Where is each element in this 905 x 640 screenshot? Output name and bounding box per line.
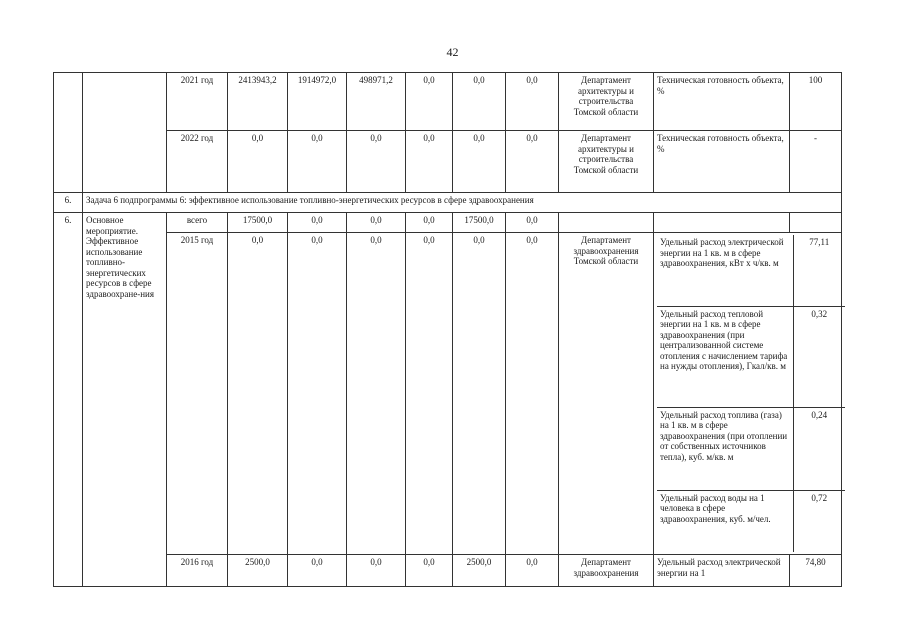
indicator-value: 0,24 [793, 407, 845, 490]
value-cell: 0,0 [506, 131, 559, 193]
indicator-cell [654, 213, 790, 233]
name-cell [83, 73, 167, 193]
indicator-row [657, 490, 845, 552]
task-row [54, 193, 842, 213]
value-cell: 0,0 [228, 131, 288, 193]
value-cell: 0,0 [347, 233, 406, 555]
executor-cell: Департамент архитектуры и строительства Томской области [559, 131, 654, 193]
value-cell: 17500,0 [228, 213, 288, 233]
value-cell: 498971,2 [347, 73, 406, 131]
task-text: Задача 6 подпрограммы 6: эффективное использование топливно-энергетических ресурсов в сфере здравоохранения [83, 193, 842, 213]
value-cell: 0,0 [406, 555, 453, 587]
value-cell: 0,0 [347, 213, 406, 233]
indicator-cell: Техническая готовность объекта, % [654, 73, 790, 131]
indicator-cell: Техническая готовность объекта, % [654, 131, 790, 193]
indicator-row [657, 407, 845, 490]
indicator-value: 0,32 [793, 306, 845, 407]
indicator-value-cell [790, 213, 842, 233]
year-cell: 2016 год [167, 555, 228, 587]
executor-cell: Департамент архитектуры и строительства Томской области [559, 73, 654, 131]
value-cell: 0,0 [347, 555, 406, 587]
page-number: 42 [446, 45, 459, 59]
year-cell: всего [167, 213, 228, 233]
indicators-cell [654, 233, 842, 555]
value-cell: 0,0 [453, 233, 506, 555]
year-cell: 2015 год [167, 233, 228, 555]
num-cell [54, 73, 83, 193]
value-cell: 0,0 [288, 555, 347, 587]
value-cell: 0,0 [406, 213, 453, 233]
indicator-value-cell: 74,80 [790, 555, 842, 587]
task-num: 6. [54, 193, 83, 213]
value-cell: 17500,0 [453, 213, 506, 233]
value-cell: 2500,0 [228, 555, 288, 587]
executor-cell: Департамент здравоохранения Томской области [559, 233, 654, 555]
value-cell: 0,0 [453, 73, 506, 131]
indicator-value: 0,72 [811, 492, 828, 503]
value-cell: 0,0 [506, 233, 559, 555]
indicator-row [657, 235, 845, 306]
executor-cell: Департамент здравоохранения [559, 555, 654, 587]
indicator-cell: Удельный расход электрической энергии на 1 [654, 555, 790, 587]
value-cell: 0,0 [406, 73, 453, 131]
measure-name: Основное мероприятие. Эффективное использование топливно-энергетических ресурсов в сфере здравоохране-ния [83, 213, 167, 587]
value-cell: 0,0 [506, 213, 559, 233]
measure-num: 6. [54, 213, 83, 587]
value-cell: 0,0 [453, 131, 506, 193]
table-row [54, 233, 842, 555]
table-row [54, 73, 842, 131]
table-row [54, 131, 842, 193]
indicator-text: Удельный расход воды на 1 человека в сфере здравоохранения, куб. м/чел. [657, 490, 793, 552]
executor-cell [559, 213, 654, 233]
indicators-table [657, 235, 845, 552]
indicator-value-cell: 100 [790, 73, 842, 131]
value-cell: 0,0 [406, 131, 453, 193]
value-cell: 0,0 [506, 555, 559, 587]
year-cell: 2021 год [167, 73, 228, 131]
program-table [53, 72, 842, 587]
value-cell: 0,0 [506, 73, 559, 131]
value-cell: 0,0 [347, 131, 406, 193]
table-row [54, 555, 842, 587]
value-cell: 1914972,0 [288, 73, 347, 131]
year-cell: 2022 год [167, 131, 228, 193]
value-cell: 0,0 [228, 233, 288, 555]
indicator-value-cell: - [790, 131, 842, 193]
indicator-text: Удельный расход электрической энергии на 1 кв. м в сфере здравоохранения, кВт х ч/кв. м [657, 235, 793, 306]
indicator-value: 77,11 [793, 235, 845, 306]
indicator-text: Удельный расход топлива (газа) на 1 кв. м в сфере здравоохранения (при отоплении от собственных источников тепла), куб. м/кв. м [657, 407, 793, 490]
value-cell: 2500,0 [453, 555, 506, 587]
value-cell: 2413943,2 [228, 73, 288, 131]
value-cell: 0,0 [288, 131, 347, 193]
value-cell: 0,0 [406, 233, 453, 555]
indicator-text: Удельный расход тепловой энергии на 1 кв. м в сфере здравоохранения (при централизованной системе отопления с начислением тарифа на нужды отопления), Гкал/кв. м [657, 306, 793, 407]
table-row [54, 213, 842, 233]
value-cell: 0,0 [288, 233, 347, 555]
indicator-row [657, 306, 845, 407]
value-cell: 0,0 [288, 213, 347, 233]
